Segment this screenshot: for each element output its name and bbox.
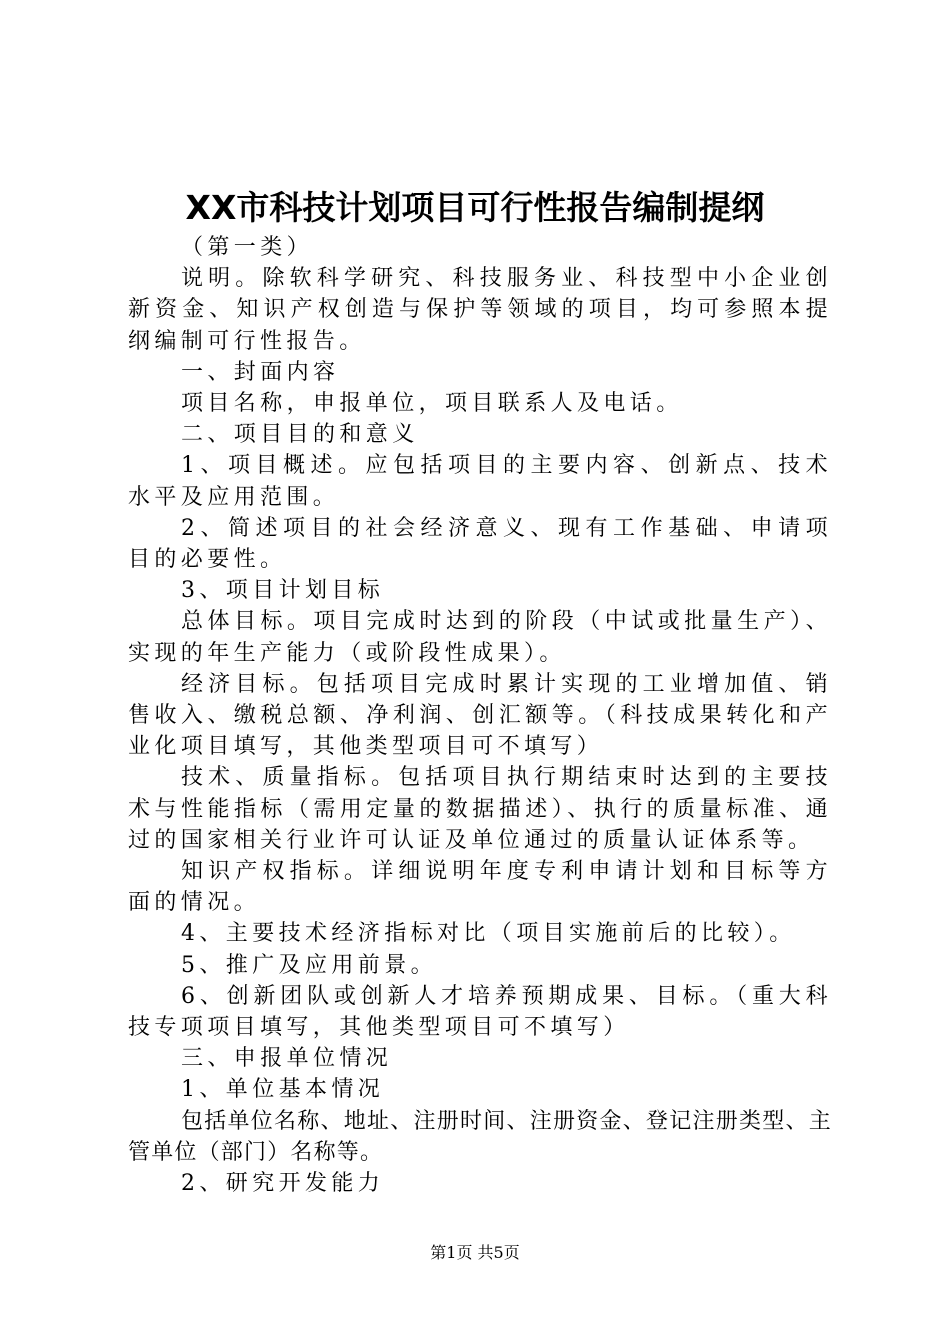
paragraph-index-comparison: 4、主要技术经济指标对比（项目实施前后的比较）。: [181, 921, 796, 947]
paragraph-basic-info: 包括单位名称、地址、注册时间、注册资金、登记注册类型、主管单位（部门）名称等。: [128, 1108, 832, 1165]
heading-applicant: 三、申报单位情况: [181, 1046, 393, 1072]
paragraph-ip-index: 知识产权指标。详细说明年度专利申请计划和目标等方面的情况。: [128, 859, 832, 916]
heading-purpose: 二、项目目的和意义: [181, 422, 419, 448]
heading-plan-goals: 3、项目计划目标: [181, 578, 385, 604]
page-footer: 第1页 共5页: [430, 1243, 520, 1262]
document-body: [128, 232, 832, 1199]
heading-basic-info: 1、单位基本情况: [181, 1077, 385, 1103]
paragraph-category: （第一类）: [181, 235, 314, 260]
paragraph-talent: 6、创新团队或创新人才培养预期成果、目标。（重大科技专项项目填写，其他类型项目可不填写）: [128, 983, 832, 1041]
paragraph-quality-index: 技术、质量指标。包括项目执行期结束时达到的主要技术与性能指标（需用定量的数据描述）、执行的质量标准、通过的国家相关行业许可认证及单位通过的质量认证体系等。: [128, 765, 832, 853]
paragraph-economic-goal: 经济目标。包括项目完成时累计实现的工业增加值、销售收入、缴税总额、净利润、创汇额等。（科技成果转化和产业化项目填写，其他类型项目可不填写）: [128, 671, 832, 760]
paragraph-cover-items: 项目名称，申报单位，项目联系人及电话。: [181, 391, 683, 417]
heading-rd-capability: 2、研究开发能力: [181, 1171, 385, 1197]
paragraph-prospects: 5、推广及应用前景。: [181, 952, 437, 978]
heading-cover-content: 一、封面内容: [181, 359, 340, 385]
paragraph-significance: 2、简述项目的社会经济意义、现有工作基础、申请项目的必要性。: [128, 515, 832, 573]
paragraph-overview: 1、项目概述。应包括项目的主要内容、创新点、技术水平及应用范围。: [128, 453, 832, 510]
document-title: XX市科技计划项目可行性报告编制提纲: [185, 188, 765, 227]
paragraph-note: 说明。除软科学研究、科技服务业、科技型中小企业创新资金、知识产权创造与保护等领域的项目，均可参照本提纲编制可行性报告。: [128, 266, 832, 354]
paragraph-overall-goal: 总体目标。项目完成时达到的阶段（中试或批量生产）、实现的年生产能力（或阶段性成果）。: [128, 609, 832, 666]
